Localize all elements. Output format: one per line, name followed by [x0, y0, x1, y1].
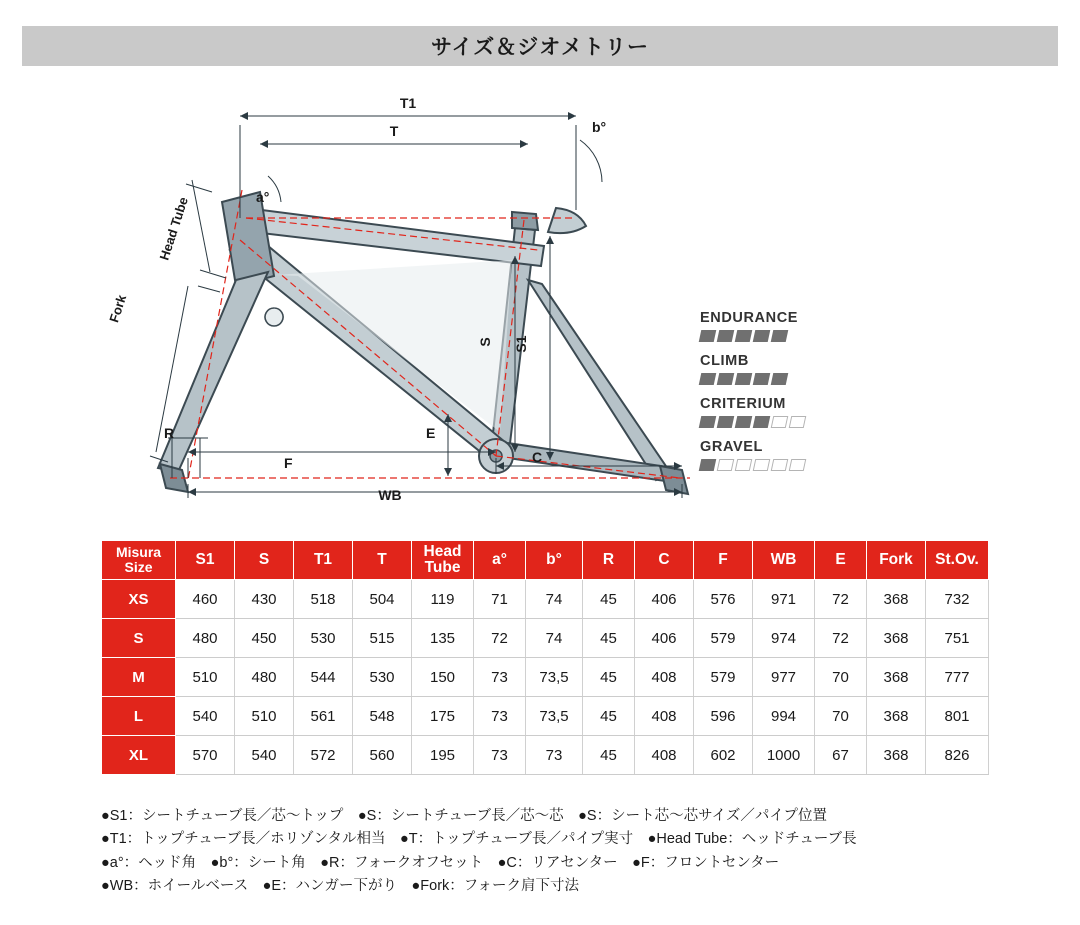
section-header-band	[22, 26, 1058, 66]
legend-bar-filled	[753, 416, 771, 428]
legend-bar-filled	[753, 373, 771, 385]
col-header-head-tube-line2: Tube	[424, 559, 461, 576]
note-line-4: ●WB：ホイールベース ●E：ハンガー下がり ●Fork：フォーク肩下寸法	[101, 878, 580, 895]
label-s: S	[477, 337, 493, 347]
legend-bar-empty	[771, 459, 789, 471]
cell-b-angle: 73,5	[526, 658, 583, 697]
legend-bar-filled	[717, 416, 735, 428]
legend-bar-empty	[753, 459, 771, 471]
table-row	[102, 736, 989, 775]
cell-r: 45	[583, 736, 635, 775]
table-row	[102, 697, 989, 736]
cell-f: 579	[694, 619, 753, 658]
cell-t1: 572	[294, 736, 353, 775]
cell-s: 540	[235, 736, 294, 775]
bike-frame-drawing	[60, 80, 760, 520]
cell-stov: 751	[926, 619, 989, 658]
legend-group-endurance	[700, 310, 920, 342]
legend-bar-filled	[699, 330, 717, 342]
cell-r: 45	[583, 697, 635, 736]
legend-bar-empty	[789, 459, 807, 471]
note-line-3: ●a°：ヘッド角 ●b°：シート角 ●R：フォークオフセット ●C：リアセンター ●F：フロントセンター	[101, 854, 780, 871]
cell-head-tube: 119	[412, 580, 474, 619]
cell-t: 504	[353, 580, 412, 619]
cell-s1: 510	[176, 658, 235, 697]
col-header-size	[102, 541, 176, 580]
legend-bar-filled	[717, 330, 735, 342]
cell-e: 70	[815, 658, 867, 697]
cell-s: 510	[235, 697, 294, 736]
cell-f: 579	[694, 658, 753, 697]
legend-notes	[101, 805, 1001, 899]
row-size-label: S	[102, 619, 176, 658]
legend-bar-empty	[735, 459, 753, 471]
table-row	[102, 580, 989, 619]
col-header-size-line1: Misura	[115, 544, 162, 561]
ride-type-legend	[700, 310, 920, 482]
legend-bars-endurance	[700, 330, 920, 342]
col-header-stov: St.Ov.	[926, 541, 989, 580]
note-line-1: ●S1：シートチューブ長／芯〜トップ ●S：シートチューブ長／芯〜芯 ●S：シート芯〜芯サイズ／パイプ位置	[101, 808, 827, 824]
col-header-t: T	[353, 541, 412, 580]
cell-stov: 732	[926, 580, 989, 619]
legend-bar-filled	[771, 330, 789, 342]
legend-bar-filled	[753, 330, 771, 342]
cell-s1: 460	[176, 580, 235, 619]
label-head-tube: Head Tube	[156, 195, 191, 263]
cell-s1: 570	[176, 736, 235, 775]
col-header-f: F	[694, 541, 753, 580]
cell-wb: 977	[753, 658, 815, 697]
cell-t: 560	[353, 736, 412, 775]
label-wb: WB	[378, 487, 402, 503]
col-header-fork: Fork	[867, 541, 926, 580]
legend-bar-filled	[699, 373, 717, 385]
table-header-row	[102, 541, 989, 580]
row-size-label: XL	[102, 736, 176, 775]
label-t1: T1	[399, 95, 417, 111]
legend-bars-criterium	[700, 416, 920, 428]
cell-c: 408	[635, 697, 694, 736]
label-t: T	[389, 123, 399, 139]
cell-t: 530	[353, 658, 412, 697]
cell-s: 480	[235, 658, 294, 697]
legend-bar-filled	[735, 373, 753, 385]
row-size-label: XS	[102, 580, 176, 619]
legend-bar-empty	[789, 416, 807, 428]
legend-bar-filled	[717, 373, 735, 385]
cell-t: 515	[353, 619, 412, 658]
cell-wb: 971	[753, 580, 815, 619]
legend-bar-filled	[699, 459, 717, 471]
col-header-a-angle: a°	[474, 541, 526, 580]
cell-e: 70	[815, 697, 867, 736]
cell-a-angle: 73	[474, 697, 526, 736]
cell-wb: 1000	[753, 736, 815, 775]
cell-stov: 826	[926, 736, 989, 775]
cell-s1: 540	[176, 697, 235, 736]
legend-bars-gravel	[700, 459, 920, 471]
label-r: R	[164, 425, 175, 441]
legend-group-gravel	[700, 439, 920, 471]
cell-stov: 801	[926, 697, 989, 736]
cell-a-angle: 73	[474, 658, 526, 697]
table-row	[102, 658, 989, 697]
cell-a-angle: 72	[474, 619, 526, 658]
label-c: C	[532, 449, 543, 465]
cell-t: 548	[353, 697, 412, 736]
row-size-label: M	[102, 658, 176, 697]
cell-head-tube: 175	[412, 697, 474, 736]
label-fork: Fork	[106, 292, 130, 325]
cell-t1: 518	[294, 580, 353, 619]
cell-b-angle: 73,5	[526, 697, 583, 736]
cell-r: 45	[583, 619, 635, 658]
label-s1: S1	[513, 335, 529, 353]
legend-bar-filled	[735, 330, 753, 342]
legend-bars-climb	[700, 373, 920, 385]
col-header-head-tube	[412, 541, 474, 580]
cell-b-angle: 74	[526, 619, 583, 658]
geometry-diagram	[60, 80, 760, 520]
legend-label-gravel: GRAVEL	[700, 439, 763, 455]
cell-a-angle: 73	[474, 736, 526, 775]
col-header-size-line2: Size	[124, 559, 153, 575]
col-header-e: E	[815, 541, 867, 580]
cell-head-tube: 135	[412, 619, 474, 658]
cell-head-tube: 195	[412, 736, 474, 775]
label-e: E	[426, 425, 436, 441]
cell-c: 406	[635, 619, 694, 658]
note-line-2: ●T1：トップチューブ長／ホリゾンタル相当 ●T：トップチューブ長／パイプ実寸 ●Head Tube：ヘッドチューブ長	[101, 831, 857, 848]
legend-label-criterium: CRITERIUM	[700, 396, 786, 412]
col-header-c: C	[635, 541, 694, 580]
cell-s: 430	[235, 580, 294, 619]
cell-a-angle: 71	[474, 580, 526, 619]
cell-b-angle: 73	[526, 736, 583, 775]
cell-r: 45	[583, 658, 635, 697]
row-size-label: L	[102, 697, 176, 736]
col-header-b-angle: b°	[526, 541, 583, 580]
cell-fork: 368	[867, 658, 926, 697]
cell-fork: 368	[867, 580, 926, 619]
legend-group-climb	[700, 353, 920, 385]
geometry-table	[101, 540, 989, 775]
page-title: サイズ＆ジオメトリー	[430, 36, 650, 59]
cell-f: 576	[694, 580, 753, 619]
legend-label-endurance: ENDURANCE	[700, 310, 799, 326]
col-header-r: R	[583, 541, 635, 580]
cell-e: 72	[815, 580, 867, 619]
cell-fork: 368	[867, 736, 926, 775]
col-header-s: S	[235, 541, 294, 580]
legend-bar-filled	[771, 373, 789, 385]
legend-bar-filled	[699, 416, 717, 428]
cell-e: 72	[815, 619, 867, 658]
label-a-angle: a°	[256, 189, 270, 205]
cell-t1: 561	[294, 697, 353, 736]
cell-t1: 530	[294, 619, 353, 658]
cell-f: 596	[694, 697, 753, 736]
cell-wb: 994	[753, 697, 815, 736]
label-f: F	[284, 455, 293, 471]
cell-c: 408	[635, 736, 694, 775]
legend-bar-empty	[771, 416, 789, 428]
legend-bar-empty	[717, 459, 735, 471]
cell-f: 602	[694, 736, 753, 775]
legend-label-climb: CLIMB	[700, 353, 749, 369]
col-header-head-tube-line1: Head	[423, 542, 462, 560]
col-header-t1: T1	[294, 541, 353, 580]
cell-r: 45	[583, 580, 635, 619]
legend-group-criterium	[700, 396, 920, 428]
legend-bar-filled	[735, 416, 753, 428]
cell-s: 450	[235, 619, 294, 658]
cell-fork: 368	[867, 697, 926, 736]
geometry-table-wrapper	[101, 540, 988, 775]
cell-s1: 480	[176, 619, 235, 658]
cell-b-angle: 74	[526, 580, 583, 619]
table-row	[102, 619, 989, 658]
col-header-s1: S1	[176, 541, 235, 580]
cell-fork: 368	[867, 619, 926, 658]
cell-head-tube: 150	[412, 658, 474, 697]
cell-wb: 974	[753, 619, 815, 658]
cell-t1: 544	[294, 658, 353, 697]
cell-c: 408	[635, 658, 694, 697]
cell-e: 67	[815, 736, 867, 775]
cell-c: 406	[635, 580, 694, 619]
cell-stov: 777	[926, 658, 989, 697]
label-b-angle: b°	[592, 119, 607, 135]
col-header-wb: WB	[753, 541, 815, 580]
